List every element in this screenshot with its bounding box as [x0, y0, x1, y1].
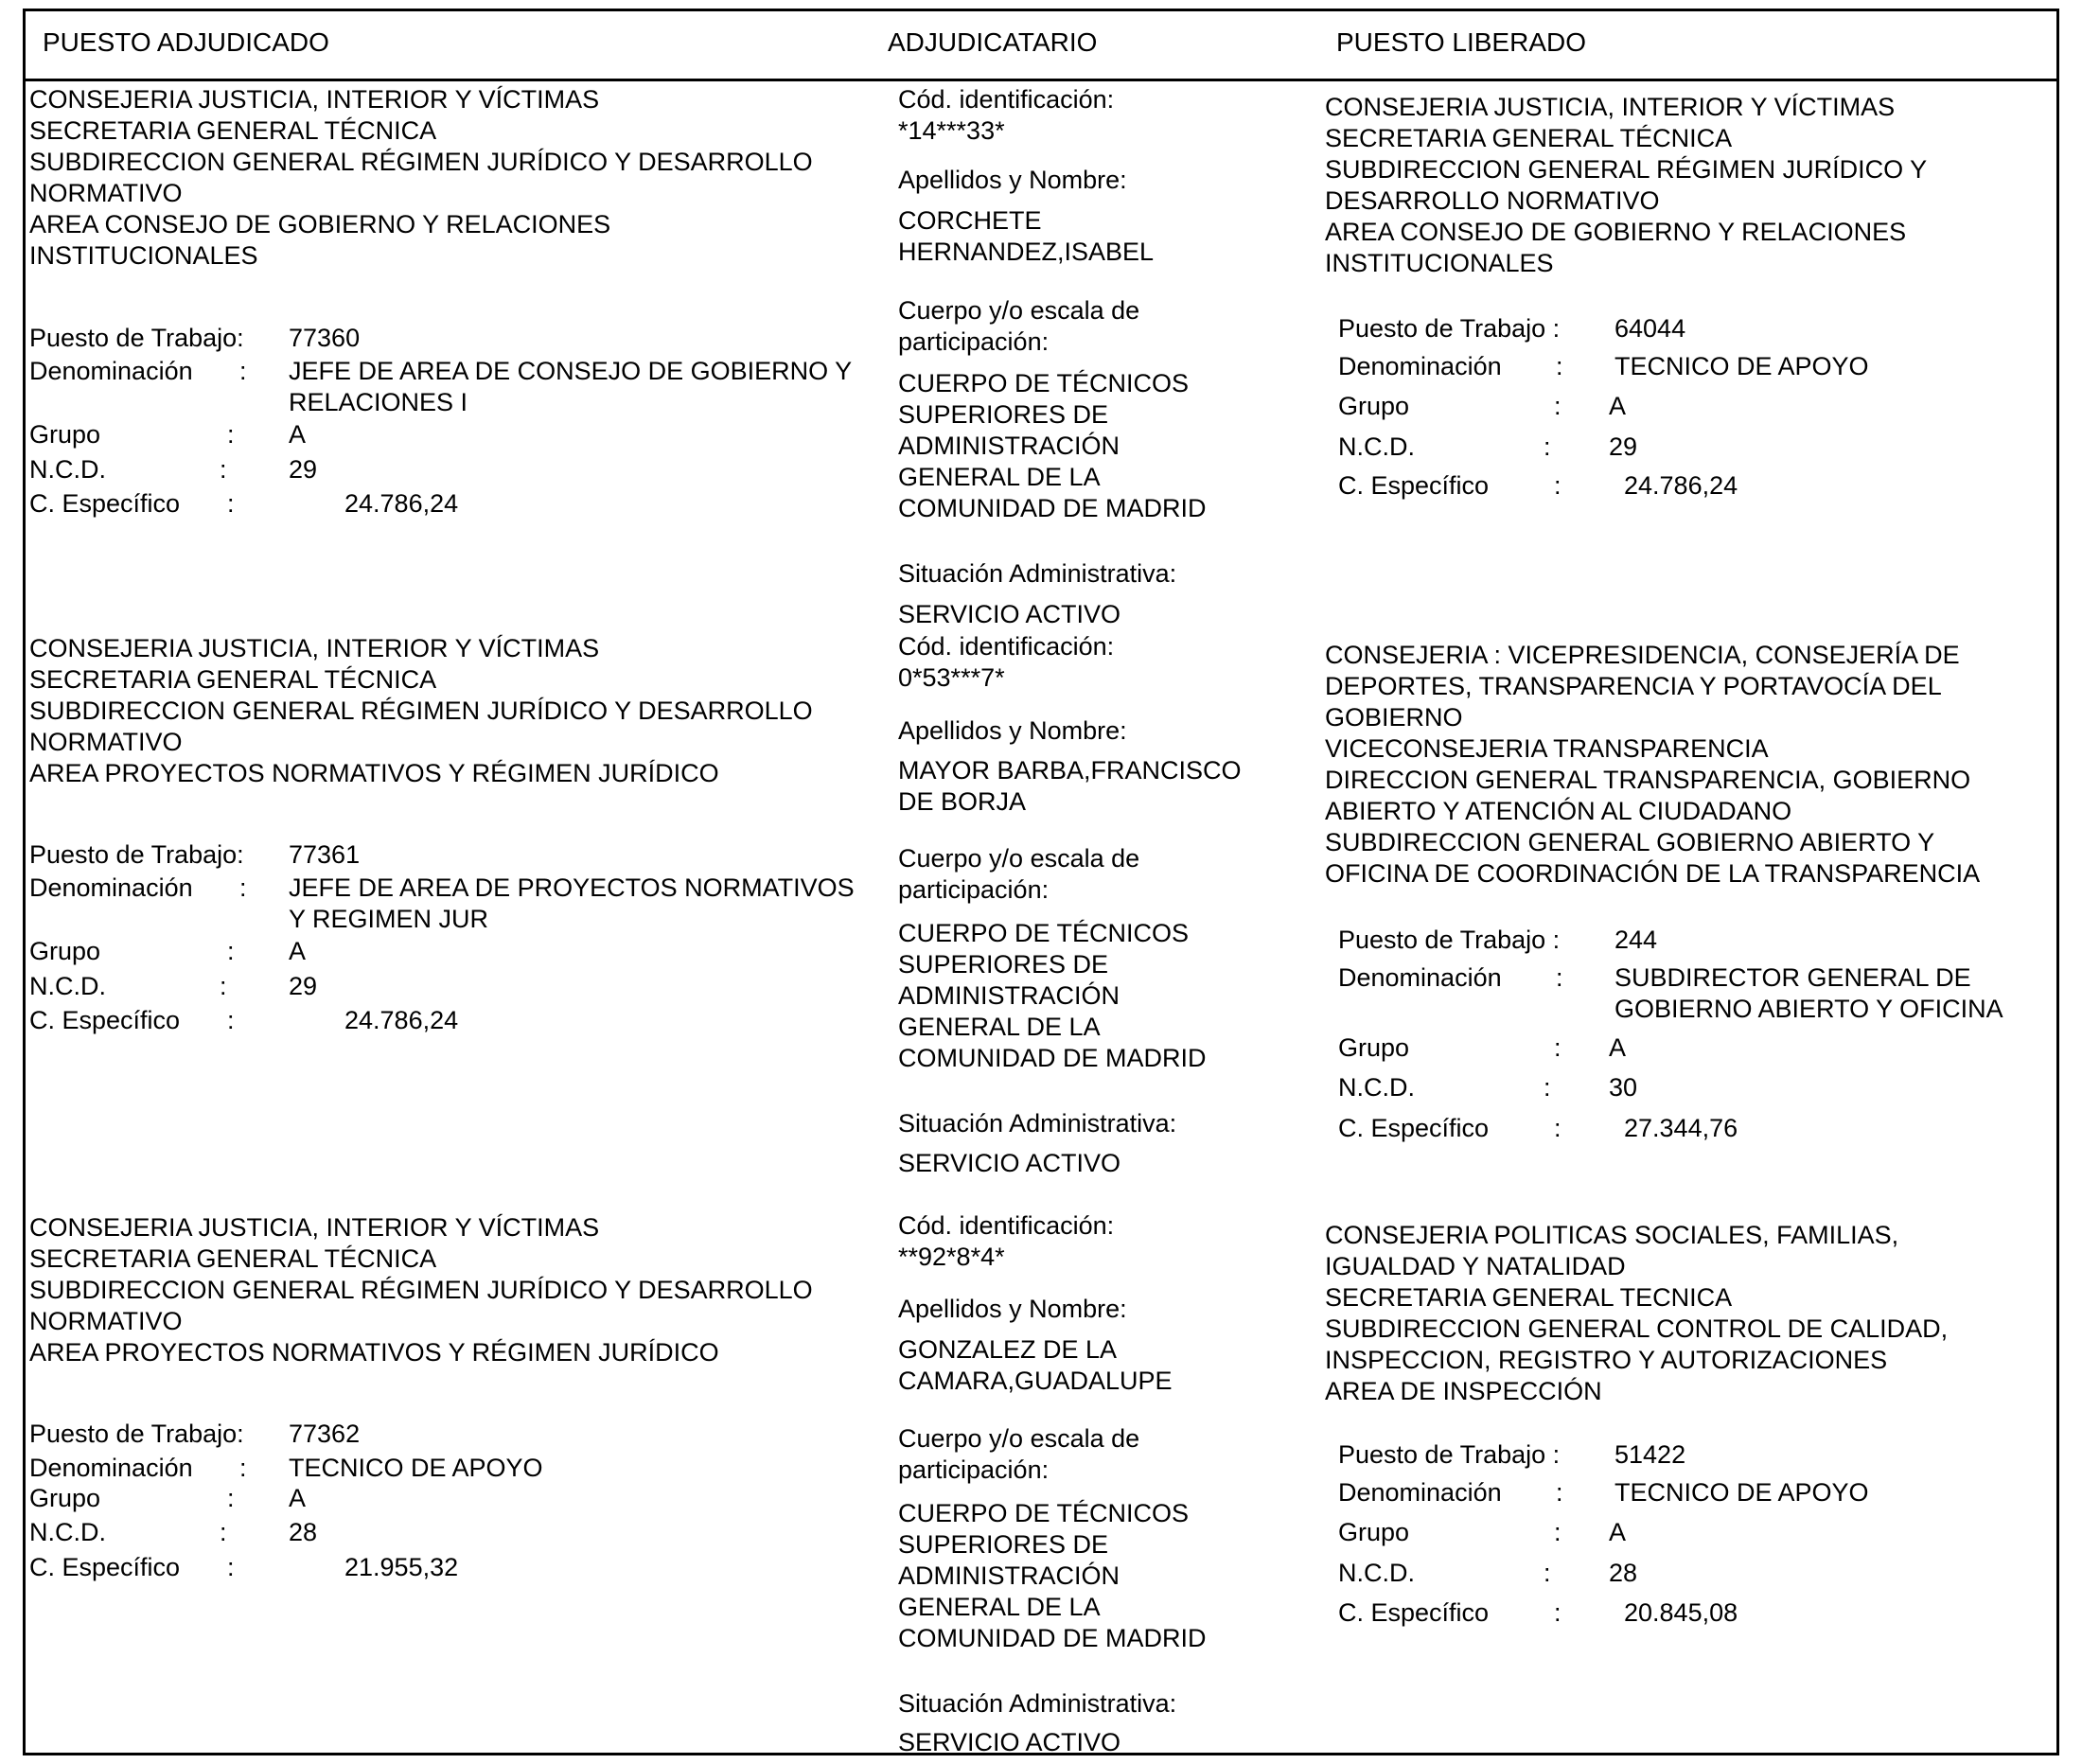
colon: : — [1554, 1114, 1562, 1142]
colon: : — [1544, 432, 1551, 461]
cuerpo-value: CUERPO DE TÉCNICOS SUPERIORES DE ADMINISTRACIÓN GENERAL DE LA COMUNIDAD DE MADRID — [898, 919, 1207, 1072]
cespecifico-value: 24.786,24 — [344, 1006, 459, 1034]
apellidos-value: GONZALEZ DE LA CAMARA,GUADALUPE — [898, 1335, 1173, 1395]
ncd-label: N.C.D. — [1338, 1559, 1415, 1587]
puesto-label: Puesto de Trabajo: — [29, 840, 244, 869]
puesto-label: Puesto de Trabajo: — [29, 324, 244, 352]
header-puesto-adjudicado: PUESTO ADJUDICADO — [43, 27, 329, 57]
colon: : — [239, 873, 247, 902]
puesto-value: 77361 — [289, 840, 361, 869]
colon: : — [220, 1518, 227, 1546]
denominacion-value: TECNICO DE APOYO — [289, 1454, 543, 1482]
colon: : — [1556, 1478, 1563, 1507]
apellidos-value: MAYOR BARBA,FRANCISCO DE BORJA — [898, 756, 1242, 816]
colon: : — [1544, 1073, 1551, 1102]
cespecifico-label: C. Específico — [29, 1006, 181, 1034]
ncd-label: N.C.D. — [29, 972, 106, 1000]
denominacion-label: Denominación — [29, 357, 193, 385]
cespecifico-label: C. Específico — [1338, 471, 1490, 500]
record-2-cod-identificacion: Cód. identificación: 0*53***7* — [898, 632, 1115, 692]
cespecifico-label: C. Específico — [29, 1553, 181, 1581]
puesto-value: 244 — [1614, 926, 1658, 954]
ncd-value: 28 — [1609, 1559, 1638, 1587]
record-2-adjudicado-org: CONSEJERIA JUSTICIA, INTERIOR Y VÍCTIMAS SECRETARIA GENERAL TÉCNICA SUBDIRECCION GENERAL RÉGIMEN JURÍDICO Y DESARROLLO NORMATIVO AREA PROYECTOS NORMATIVOS Y RÉGIMEN JURÍDICO — [29, 634, 813, 787]
grupo-value: A — [1609, 1518, 1627, 1546]
situacion-value: SERVICIO ACTIVO — [898, 1728, 1121, 1756]
colon: : — [227, 937, 235, 965]
cespecifico-value: 27.344,76 — [1624, 1114, 1738, 1142]
ncd-value: 30 — [1609, 1073, 1638, 1102]
ncd-value: 29 — [289, 455, 318, 484]
apellidos-label: Apellidos y Nombre: — [898, 166, 1127, 194]
cuerpo-value: CUERPO DE TÉCNICOS SUPERIORES DE ADMINISTRACIÓN GENERAL DE LA COMUNIDAD DE MADRID — [898, 1499, 1207, 1652]
colon: : — [220, 972, 227, 1000]
header-puesto-liberado: PUESTO LIBERADO — [1336, 27, 1587, 57]
grupo-label: Grupo — [1338, 1518, 1410, 1546]
colon: : — [227, 1006, 235, 1034]
situacion-value: SERVICIO ACTIVO — [898, 600, 1121, 628]
colon: : — [1554, 1598, 1562, 1627]
situacion-label: Situación Administrativa: — [898, 1109, 1177, 1138]
ncd-label: N.C.D. — [29, 455, 106, 484]
colon: : — [227, 420, 235, 449]
grupo-label: Grupo — [29, 420, 101, 449]
cespecifico-value: 21.955,32 — [344, 1553, 459, 1581]
ncd-value: 29 — [1609, 432, 1638, 461]
colon: : — [227, 1484, 235, 1512]
record-1-cod-identificacion: Cód. identificación: *14***33* — [898, 85, 1115, 145]
grupo-value: A — [289, 937, 307, 965]
puesto-value: 77360 — [289, 324, 361, 352]
grupo-label: Grupo — [29, 1484, 101, 1512]
record-3-cod-identificacion: Cód. identificación: **92*8*4* — [898, 1211, 1115, 1271]
grupo-label: Grupo — [1338, 392, 1410, 420]
ncd-value: 28 — [289, 1518, 318, 1546]
denominacion-value: TECNICO DE APOYO — [1614, 352, 1869, 380]
grupo-label: Grupo — [29, 937, 101, 965]
colon: : — [1556, 352, 1563, 380]
denominacion-value: JEFE DE AREA DE PROYECTOS NORMATIVOS Y REGIMEN JUR — [289, 873, 855, 933]
colon: : — [239, 357, 247, 385]
header-adjudicatario: ADJUDICATARIO — [888, 27, 1098, 57]
cespecifico-value: 24.786,24 — [344, 489, 459, 518]
cespecifico-label: C. Específico — [29, 489, 181, 518]
apellidos-label: Apellidos y Nombre: — [898, 716, 1127, 745]
grupo-label: Grupo — [1338, 1033, 1410, 1062]
record-1-adjudicado-org: CONSEJERIA JUSTICIA, INTERIOR Y VÍCTIMAS SECRETARIA GENERAL TÉCNICA SUBDIRECCION GENERAL RÉGIMEN JURÍDICO Y DESARROLLO NORMATIVO AREA CONSEJO DE GOBIERNO Y RELACIONES INSTITUCIONALES — [29, 85, 813, 270]
situacion-value: SERVICIO ACTIVO — [898, 1149, 1121, 1177]
colon: : — [1544, 1559, 1551, 1587]
denominacion-value: TECNICO DE APOYO — [1614, 1478, 1869, 1507]
grupo-value: A — [1609, 392, 1627, 420]
ncd-label: N.C.D. — [29, 1518, 106, 1546]
colon: : — [1554, 1033, 1562, 1062]
ncd-value: 29 — [289, 972, 318, 1000]
denominacion-value: JEFE DE AREA DE CONSEJO DE GOBIERNO Y RELACIONES I — [289, 357, 853, 416]
colon: : — [227, 489, 235, 518]
puesto-value: 77362 — [289, 1420, 361, 1448]
cuerpo-label: Cuerpo y/o escala de participación: — [898, 1424, 1140, 1484]
grupo-value: A — [289, 1484, 307, 1512]
denominacion-value: SUBDIRECTOR GENERAL DE GOBIERNO ABIERTO Y OFICINA — [1614, 963, 2003, 1023]
colon: : — [1556, 963, 1563, 992]
cespecifico-value: 24.786,24 — [1624, 471, 1738, 500]
puesto-label: Puesto de Trabajo : — [1338, 1440, 1561, 1469]
grupo-value: A — [1609, 1033, 1627, 1062]
colon: : — [1554, 1518, 1562, 1546]
colon: : — [227, 1553, 235, 1581]
denominacion-label: Denominación — [29, 873, 193, 902]
record-1-liberado-org: CONSEJERIA JUSTICIA, INTERIOR Y VÍCTIMAS SECRETARIA GENERAL TÉCNICA SUBDIRECCION GENERAL RÉGIMEN JURÍDICO Y DESARROLLO NORMATIVO AREA CONSEJO DE GOBIERNO Y RELACIONES INSTITUCIONALES — [1325, 93, 1928, 277]
colon: : — [239, 1454, 247, 1482]
colon: : — [1554, 392, 1562, 420]
cuerpo-label: Cuerpo y/o escala de participación: — [898, 844, 1140, 904]
ncd-label: N.C.D. — [1338, 432, 1415, 461]
colon: : — [220, 455, 227, 484]
record-2-liberado-org: CONSEJERIA : VICEPRESIDENCIA, CONSEJERÍA DE DEPORTES, TRANSPARENCIA Y PORTAVOCÍA DEL GOBIERNO VICECONSEJERIA TRANSPARENCIA DIRECCION GENERAL TRANSPARENCIA, GOBIERNO ABIERTO Y ATENCIÓN AL CIUDADANO SUBDIRECCION GENERAL GOBIERNO ABIERTO Y OFICINA DE COORDINACIÓN DE LA TRANSPARENCIA — [1325, 641, 1981, 888]
ncd-label: N.C.D. — [1338, 1073, 1415, 1102]
record-3-adjudicado-org: CONSEJERIA JUSTICIA, INTERIOR Y VÍCTIMAS SECRETARIA GENERAL TÉCNICA SUBDIRECCION GENERAL RÉGIMEN JURÍDICO Y DESARROLLO NORMATIVO AREA PROYECTOS NORMATIVOS Y RÉGIMEN JURÍDICO — [29, 1213, 813, 1367]
puesto-label: Puesto de Trabajo: — [29, 1420, 244, 1448]
apellidos-label: Apellidos y Nombre: — [898, 1295, 1127, 1323]
denominacion-label: Denominación — [1338, 352, 1502, 380]
situacion-label: Situación Administrativa: — [898, 559, 1177, 588]
denominacion-label: Denominación — [1338, 1478, 1502, 1507]
apellidos-value: CORCHETE HERNANDEZ,ISABEL — [898, 206, 1155, 266]
cespecifico-label: C. Específico — [1338, 1598, 1490, 1627]
denominacion-label: Denominación — [1338, 963, 1502, 992]
situacion-label: Situación Administrativa: — [898, 1689, 1177, 1718]
colon: : — [1554, 471, 1562, 500]
cespecifico-label: C. Específico — [1338, 1114, 1490, 1142]
denominacion-label: Denominación — [29, 1454, 193, 1482]
puesto-value: 51422 — [1614, 1440, 1686, 1469]
cuerpo-value: CUERPO DE TÉCNICOS SUPERIORES DE ADMINISTRACIÓN GENERAL DE LA COMUNIDAD DE MADRID — [898, 369, 1207, 522]
grupo-value: A — [289, 420, 307, 449]
puesto-label: Puesto de Trabajo : — [1338, 926, 1561, 954]
puesto-label: Puesto de Trabajo : — [1338, 314, 1561, 343]
header-divider — [23, 79, 2059, 81]
record-3-liberado-org: CONSEJERIA POLITICAS SOCIALES, FAMILIAS, IGUALDAD Y NATALIDAD SECRETARIA GENERAL TECNICA SUBDIRECCION GENERAL CONTROL DE CALIDAD, INSPECCION, REGISTRO Y AUTORIZACIONES AREA DE INSPECCIÓN — [1325, 1221, 1949, 1405]
cuerpo-label: Cuerpo y/o escala de participación: — [898, 296, 1140, 356]
cespecifico-value: 20.845,08 — [1624, 1598, 1738, 1627]
puesto-value: 64044 — [1614, 314, 1686, 343]
